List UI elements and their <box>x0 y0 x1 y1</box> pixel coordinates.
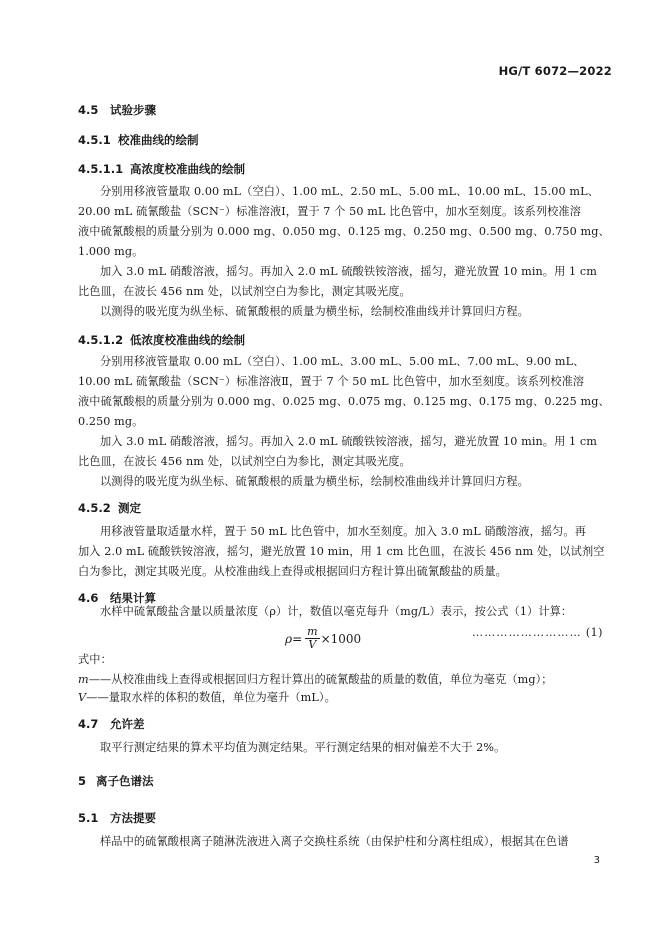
heading-4-5-1 <box>78 132 199 148</box>
paragraph-line: 样品中的硫氰酸根离子随淋洗液进入离子交换柱系统（由保护柱和分离柱组成），根据其在色谱 <box>100 835 569 848</box>
heading-title: 结果计算 <box>110 591 156 605</box>
formula-fraction <box>305 626 319 651</box>
formula-lhs: ρ <box>285 631 293 646</box>
paragraph-line: 以测得的吸光度为纵坐标、硫氰酸根的质量为横坐标，绘制校准曲线并计算回归方程。 <box>100 305 529 318</box>
page-number: 3 <box>593 855 600 866</box>
paragraph-line: 用移液管量取适量水样，置于 50 mL 比色管中，加水至刻度。加入 3.0 mL 硝酸溶液，摇匀。再 <box>100 525 587 538</box>
heading-4-5-1-1 <box>78 161 245 177</box>
definition-text: ——从校准曲线上查得或根据回归方程计算出的硫氰酸盐的质量的数值，单位为毫克（mg）； <box>88 673 553 686</box>
paragraph-line: 10.00 mL 硫氰酸盐（SCN⁻）标准溶液Ⅱ，置于 7 个 50 mL 比色管中，加水至刻度。该系列校准溶 <box>78 375 585 388</box>
heading-number: 4.5.1 <box>78 133 111 147</box>
heading-5-1 <box>78 810 156 826</box>
heading-title: 低浓度校准曲线的绘制 <box>130 333 245 347</box>
formula-numerator: m <box>307 625 318 638</box>
heading-4-7 <box>78 716 145 732</box>
heading-number: 5.1 <box>78 811 99 825</box>
formula-number <box>472 626 603 639</box>
definition-symbol: m <box>78 673 89 686</box>
heading-title: 测定 <box>118 501 141 515</box>
formula-denominator: V <box>308 638 317 651</box>
paragraph-line: 比色皿，在波长 456 nm 处，以试剂空白为参比，测定其吸光度。 <box>78 455 411 468</box>
heading-number: 4.7 <box>78 717 99 731</box>
paragraph-line: 以测得的吸光度为纵坐标、硫氰酸根的质量为横坐标，绘制校准曲线并计算回归方程。 <box>100 475 529 488</box>
definition-symbol: V <box>78 691 87 704</box>
heading-number: 4.5.1.1 <box>78 162 124 176</box>
formula-leader-dots: ……………………… <box>472 626 582 639</box>
definition-v <box>78 688 336 708</box>
paragraph-line: 20.00 mL 硫氰酸盐（SCN⁻）标准溶液Ⅰ，置于 7 个 50 mL 比色管中，加水至刻度。该系列校准溶 <box>78 205 582 218</box>
paragraph-line: 白为参比，测定其吸光度。从校准曲线上查得或根据回归方程计算出硫氰酸盐的质量。 <box>78 565 507 578</box>
formula-number-label: (1) <box>585 626 603 639</box>
paragraph-line: 加入 3.0 mL 硝酸溶液，摇匀。再加入 2.0 mL 硫酸铁铵溶液，摇匀，避光放置 10 min。用 1 cm <box>100 435 597 448</box>
heading-title: 校准曲线的绘制 <box>118 133 199 147</box>
formula-times: ×1000 <box>320 631 362 646</box>
standard-code: HG/T 6072—2022 <box>498 64 612 78</box>
paragraph-line: 比色皿，在波长 456 nm 处，以试剂空白为参比，测定其吸光度。 <box>78 285 411 298</box>
heading-title: 试验步骤 <box>110 103 156 117</box>
paragraph-line: 分别用移液管量取 0.00 mL（空白）、1.00 mL、3.00 mL、5.00 mL、7.00 mL、9.00 mL、 <box>100 355 585 368</box>
paragraph-line: 加入 3.0 mL 硝酸溶液，摇匀。再加入 2.0 mL 硫酸铁铵溶液，摇匀，避光放置 10 min。用 1 cm <box>100 265 597 278</box>
heading-4-5-1-2 <box>78 332 245 348</box>
paragraph-line: 液中硫氰酸根的质量分别为 0.000 mg、0.050 mg、0.125 mg、0.250 mg、0.500 mg、0.750 mg、 <box>78 225 610 238</box>
heading-4-5-2 <box>78 500 141 516</box>
paragraph-line: 0.250 mg。 <box>78 415 144 428</box>
paragraph-line: 液中硫氰酸根的质量分别为 0.000 mg、0.025 mg、0.075 mg、0.125 mg、0.175 mg、0.225 mg、 <box>78 395 610 408</box>
heading-5 <box>78 773 154 789</box>
heading-number: 4.6 <box>78 591 99 605</box>
heading-title: 离子色谱法 <box>96 774 154 788</box>
paragraph-line: 取平行测定结果的算术平均值为测定结果。平行测定结果的相对偏差不大于 2%。 <box>100 741 506 754</box>
heading-number: 4.5.1.2 <box>78 333 124 347</box>
formula-1 <box>285 626 361 651</box>
heading-title: 高浓度校准曲线的绘制 <box>130 162 245 176</box>
heading-title: 允许差 <box>110 717 145 731</box>
paragraph-line: 1.000 mg。 <box>78 245 144 258</box>
paragraph-line: 分别用移液管量取 0.00 mL（空白）、1.00 mL、2.50 mL、5.00 mL、10.00 mL、15.00 mL、 <box>100 185 599 198</box>
heading-number: 4.5 <box>78 103 99 117</box>
paragraph-line: 加入 2.0 mL 硫酸铁铵溶液，摇匀，避光放置 10 min，用 1 cm 比色皿，在波长 456 nm 处，以试剂空 <box>78 545 605 558</box>
heading-number: 4.5.2 <box>78 501 111 515</box>
heading-4-5 <box>78 102 156 118</box>
definition-text: ——量取水样的体积的数值，单位为毫升（mL）。 <box>86 691 336 704</box>
heading-title: 方法提要 <box>110 811 156 825</box>
formula-equals: = <box>292 631 303 646</box>
where-label: 式中： <box>78 653 112 666</box>
heading-number: 5 <box>78 774 87 788</box>
paragraph-line: 水样中硫氰酸盐含量以质量浓度（ρ）计，数值以毫克每升（mg/L）表示，按公式（1）计算： <box>100 605 573 618</box>
